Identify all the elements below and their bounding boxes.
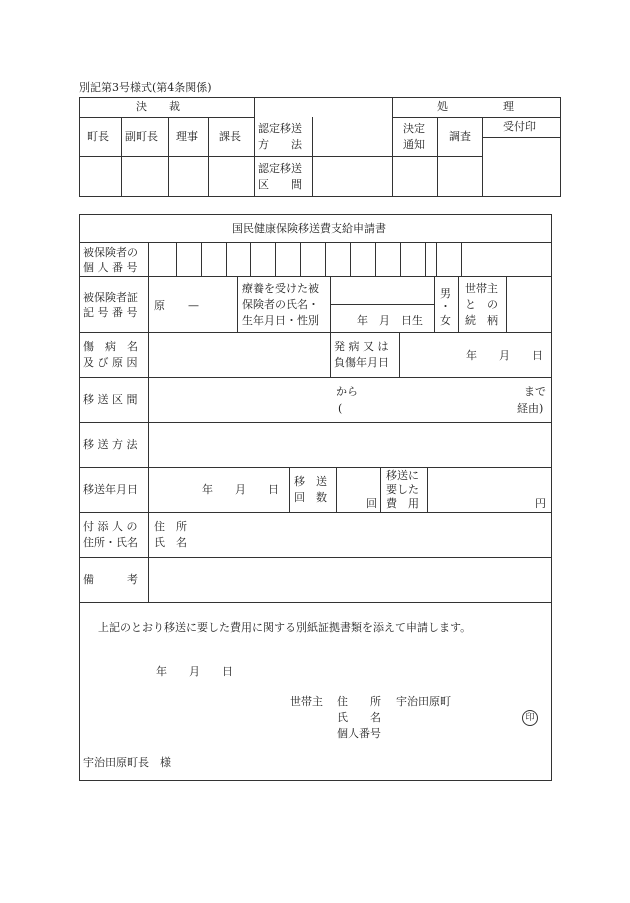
transport-date: 年 月 日 <box>202 483 279 496</box>
householder-label: 世帯主 <box>290 695 323 708</box>
gender-male: 男 <box>440 287 451 300</box>
kettei-label-2: 通知 <box>403 138 425 151</box>
onset-date: 年 月 日 <box>466 349 543 362</box>
attendant-label-2: 住所・氏名 <box>83 536 138 549</box>
insured-number-label-2: 個 人 番 号 <box>83 261 138 274</box>
insured-number-label-1: 被保険者の <box>83 246 138 259</box>
attendant-label-1: 付 添 人 の <box>83 520 138 533</box>
card-prefix: 原 <box>154 299 165 312</box>
route-to: まで <box>524 385 546 398</box>
card-number-label-1: 被保険者証 <box>83 291 138 304</box>
address-label: 住 所 <box>337 695 381 708</box>
route-label: 移 送 区 間 <box>83 393 138 406</box>
shori-header: 処 理 <box>437 100 514 113</box>
nintei-section-label-1: 認定移送 <box>258 162 302 175</box>
gender-separator: ・ <box>440 300 451 313</box>
cost-label-3: 費 用 <box>386 497 419 510</box>
relation-label-2: と の <box>465 298 498 311</box>
nintei-section-label-2: 区 間 <box>258 178 302 191</box>
patient-label-1: 療養を受けた被 <box>242 282 319 295</box>
uketsuke-label: 受付印 <box>503 120 536 133</box>
nintei-method-label-2: 方 法 <box>258 138 302 151</box>
relation-label-1: 世帯主 <box>465 282 498 295</box>
application-statement: 上記のとおり移送に要した費用に関する別紙証拠書類を添えて申請します。 <box>98 621 472 634</box>
individual-number-label: 個人番号 <box>337 727 381 740</box>
chocho-label: 町長 <box>87 130 109 143</box>
count-label-2: 回 数 <box>294 491 327 504</box>
cost-label-1: 移送に <box>386 469 419 482</box>
method-label: 移 送 方 法 <box>83 438 138 451</box>
patient-label-3: 生年月日・性別 <box>242 314 319 327</box>
addressee: 宇治田原町長 様 <box>83 756 171 769</box>
form-number-label: 別記第3号様式(第4条関係) <box>79 81 212 94</box>
nintei-method-label-1: 認定移送 <box>258 122 302 135</box>
count-unit: 回 <box>366 497 377 510</box>
form-title: 国民健康保険移送費支給申請書 <box>232 222 386 235</box>
card-number-label-2: 記 号 番 号 <box>83 306 138 319</box>
remarks-label: 備 考 <box>83 573 138 586</box>
fuku-chocho-label: 副町長 <box>125 130 158 143</box>
patient-label-2: 保険者の氏名・ <box>242 298 319 311</box>
seal-mark: 印 <box>522 710 538 726</box>
riji-label: 理事 <box>176 130 198 143</box>
address-value: 宇治田原町 <box>396 695 451 708</box>
route-from: から <box>336 385 358 398</box>
cost-unit: 円 <box>535 497 546 510</box>
injury-label-2: 及 び 原 因 <box>83 356 138 369</box>
count-label-1: 移 送 <box>294 475 327 488</box>
gender-female: 女 <box>440 314 451 327</box>
attendant-name-label: 氏 名 <box>154 536 187 549</box>
relation-label-3: 続 柄 <box>465 314 498 327</box>
route-paren: ( <box>338 402 343 415</box>
kettei-label-1: 決定 <box>403 122 425 135</box>
cost-label-2: 要した <box>386 483 419 496</box>
onset-label-2: 負傷年月日 <box>334 356 389 369</box>
transport-date-label: 移送年月日 <box>83 483 138 496</box>
injury-label-1: 傷 病 名 <box>83 340 138 353</box>
chosa-label: 調査 <box>449 130 471 143</box>
patient-birthdate: 年 月 日生 <box>357 314 423 327</box>
kacho-label: 課長 <box>219 130 241 143</box>
attendant-address-label: 住 所 <box>154 520 187 533</box>
name-label: 氏 名 <box>337 711 381 724</box>
route-via: 経由) <box>517 402 544 415</box>
onset-label-1: 発 病 又 は <box>334 340 389 353</box>
card-dash: — <box>188 299 199 312</box>
submission-date: 年 月 日 <box>156 665 233 678</box>
kessai-header: 決 裁 <box>136 100 180 113</box>
